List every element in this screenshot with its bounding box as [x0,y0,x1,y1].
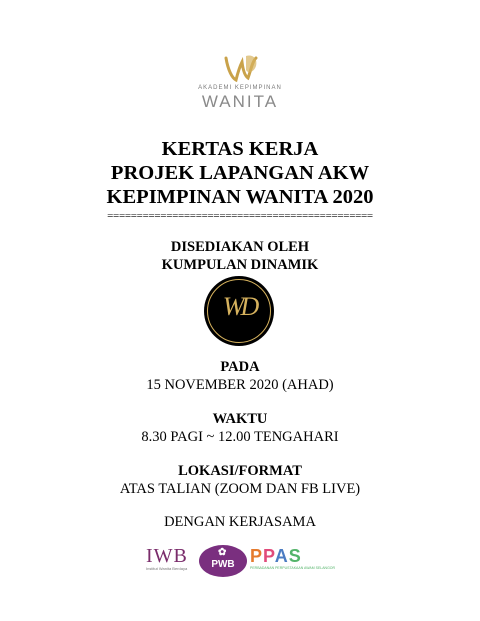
date-value: 15 NOVEMBER 2020 (AHAD) [146,377,334,393]
location-label: LOKASI/FORMAT [178,463,302,479]
pwb-logo [199,545,247,577]
title-line-1: KERTAS KERJA [161,138,319,160]
logo-small-text: AKADEMI KEPIMPINAN [198,85,282,91]
iwb-logo [146,546,196,576]
logo-emblem-icon [218,52,262,88]
pwb-logo-text: PWB [211,559,235,570]
date-label: PADA [220,359,260,375]
time-value: 8.30 PAGI ~ 12.00 TENGAHARI [141,429,339,445]
title-line-2: PROJEK LAPANGAN AKW [110,162,370,184]
ppas-logo-text: PPAS [250,546,302,566]
akademi-kepimpinan-wanita-logo [190,52,290,124]
divider-rule: ============================================= [107,210,373,222]
location-value: ATAS TALIAN (ZOOM DAN FB LIVE) [119,481,361,497]
kumpulan-dinamik-emblem [204,276,274,346]
group-name: KUMPULAN DINAMIK [161,257,319,273]
ppas-logo-tagline: PERBADANAN PERPUSTAKAAN AWAM SELANGOR [250,566,336,570]
title-line-3: KEPIMPINAN WANITA 2020 [106,186,374,208]
time-label: WAKTU [212,411,268,427]
flower-icon: ✿ [218,547,227,558]
collaboration-label: DENGAN KERJASAMA [164,514,316,530]
emblem-monogram: WD [222,292,256,321]
iwb-logo-text: IWB [146,545,188,567]
logo-big-text: WANITA [201,92,279,111]
iwb-logo-tagline: Institut Wanita Berdaya [146,566,188,571]
ppas-logo [250,546,336,576]
prepared-by-label: DISEDIAKAN OLEH [170,239,310,255]
